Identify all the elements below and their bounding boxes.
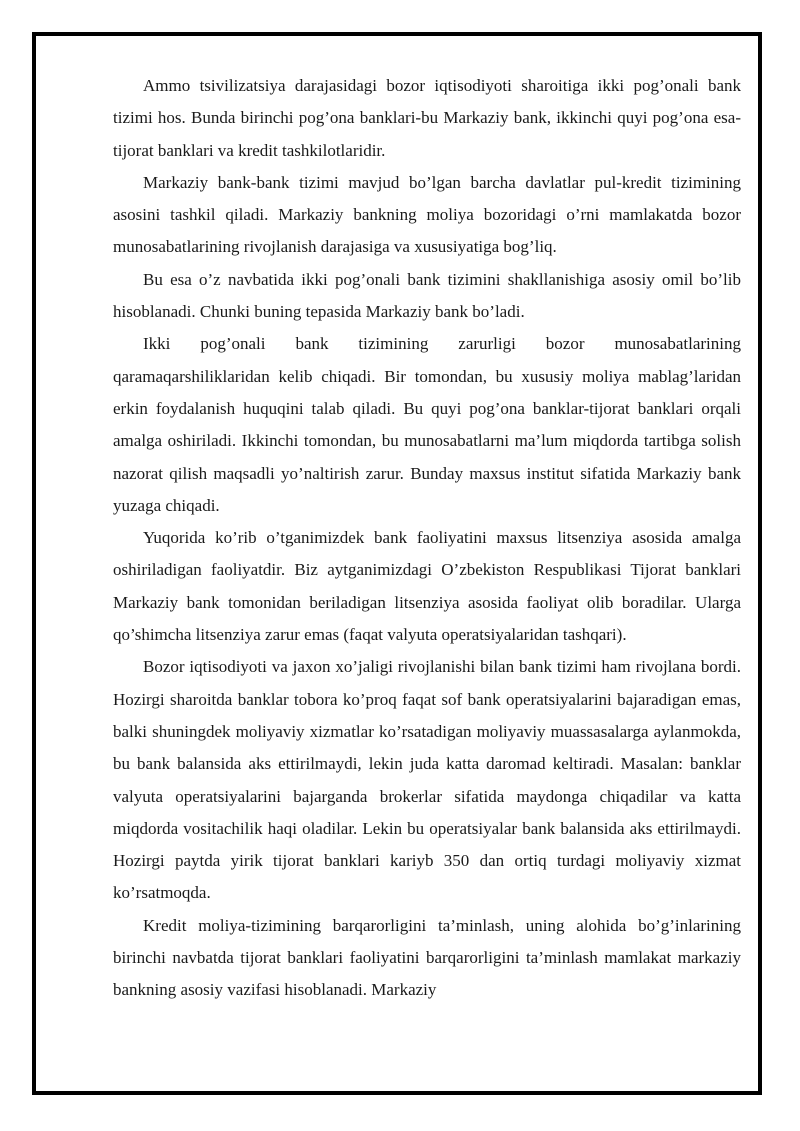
document-body	[113, 70, 741, 1007]
paragraph-6: Bozor iqtisodiyoti va jaxon xo’jaligi rivojlanishi bilan bank tizimi ham rivojlana bordi. Hozirgi sharoitda banklar tobora ko’proq faqat sof bank operatsiyalarini bajaradigan emas, balki shuningdek moliyaviy xizmatlar ko’rsatadigan moliyaviy muassasalarga aylanmokda, bu bank balansida aks ettirilmaydi, lekin juda katta daromad keltiradi. Masalan: banklar valyuta operatsiyalarini bajarganda brokerlar sifatida maydonga chiqadilar va katta miqdorda vositachilik haqi oladilar. Lekin bu operatsiyalar bank balansida aks ettirilmaydi. Hozirgi paytda yirik tijorat banklari kariyb 350 dan ortiq turdagi moliyaviy xizmat ko’rsatmoqda.	[113, 657, 741, 903]
paragraph-4: Ikki pog’onali bank tizimining zarurligi bozor munosabatlarining qaramaqarshiliklaridan kelib chiqadi. Bir tomondan, bu xususiy moliya mablag’laridan erkin foydalanish huquqini talab qiladi. Bu quyi pog’ona banklar-tijorat banklari orqali amalga oshiriladi. Ikkinchi tomondan, bu munosabatlarni ma’lum miqdorda tartibga solish nazorat qilish maqsadli yo’naltirish zarur. Bunday maxsus institut sifatida Markaziy bank yuzaga chiqadi.	[113, 334, 741, 515]
paragraph-7: Kredit moliya-tizimining barqarorligini ta’minlash, uning alohida bo’g’inlarining birinchi navbatda tijorat banklari faoliyatini barqarorligini ta’minlash mamlakat markaziy bankning asosiy vazifasi hisoblanadi. Markaziy	[113, 915, 741, 1000]
paragraph-5: Yuqorida ko’rib o’tganimizdek bank faoliyatini maxsus litsenziya asosida amalga oshiriladigan faoliyatdir. Biz aytganimizdagi O’zbekiston Respublikasi Tijorat banklari Markaziy bank tomonidan beriladigan litsenziya asosida faoliyat olib boradilar. Ularga qo’shimcha litsenziya zarur emas (faqat valyuta operatsiyalaridan tashqari).	[113, 528, 741, 645]
paragraph-1: Ammo tsivilizatsiya darajasidagi bozor iqtisodiyoti sharoitiga ikki pog’onali bank tizimi hos. Bunda birinchi pog’ona banklari-bu Markaziy bank, ikkinchi quyi pog’ona esa-tijorat banklari va kredit tashkilotlaridir.	[113, 76, 741, 160]
paragraph-3: Bu esa o’z navbatida ikki pog’onali bank tizimini shakllanishiga asosiy omil bo’lib hisoblanadi. Chunki buning tepasida Markaziy bank bo’ladi.	[113, 269, 741, 322]
paragraph-2: Markaziy bank-bank tizimi mavjud bo’lgan barcha davlatlar pul-kredit tizimining asosini tashkil qiladi. Markaziy bankning moliya bozoridagi o’rni mamlakatda bozor munosabatlarining rivojlanish darajasiga va xususiyatiga bog’liq.	[113, 172, 741, 257]
